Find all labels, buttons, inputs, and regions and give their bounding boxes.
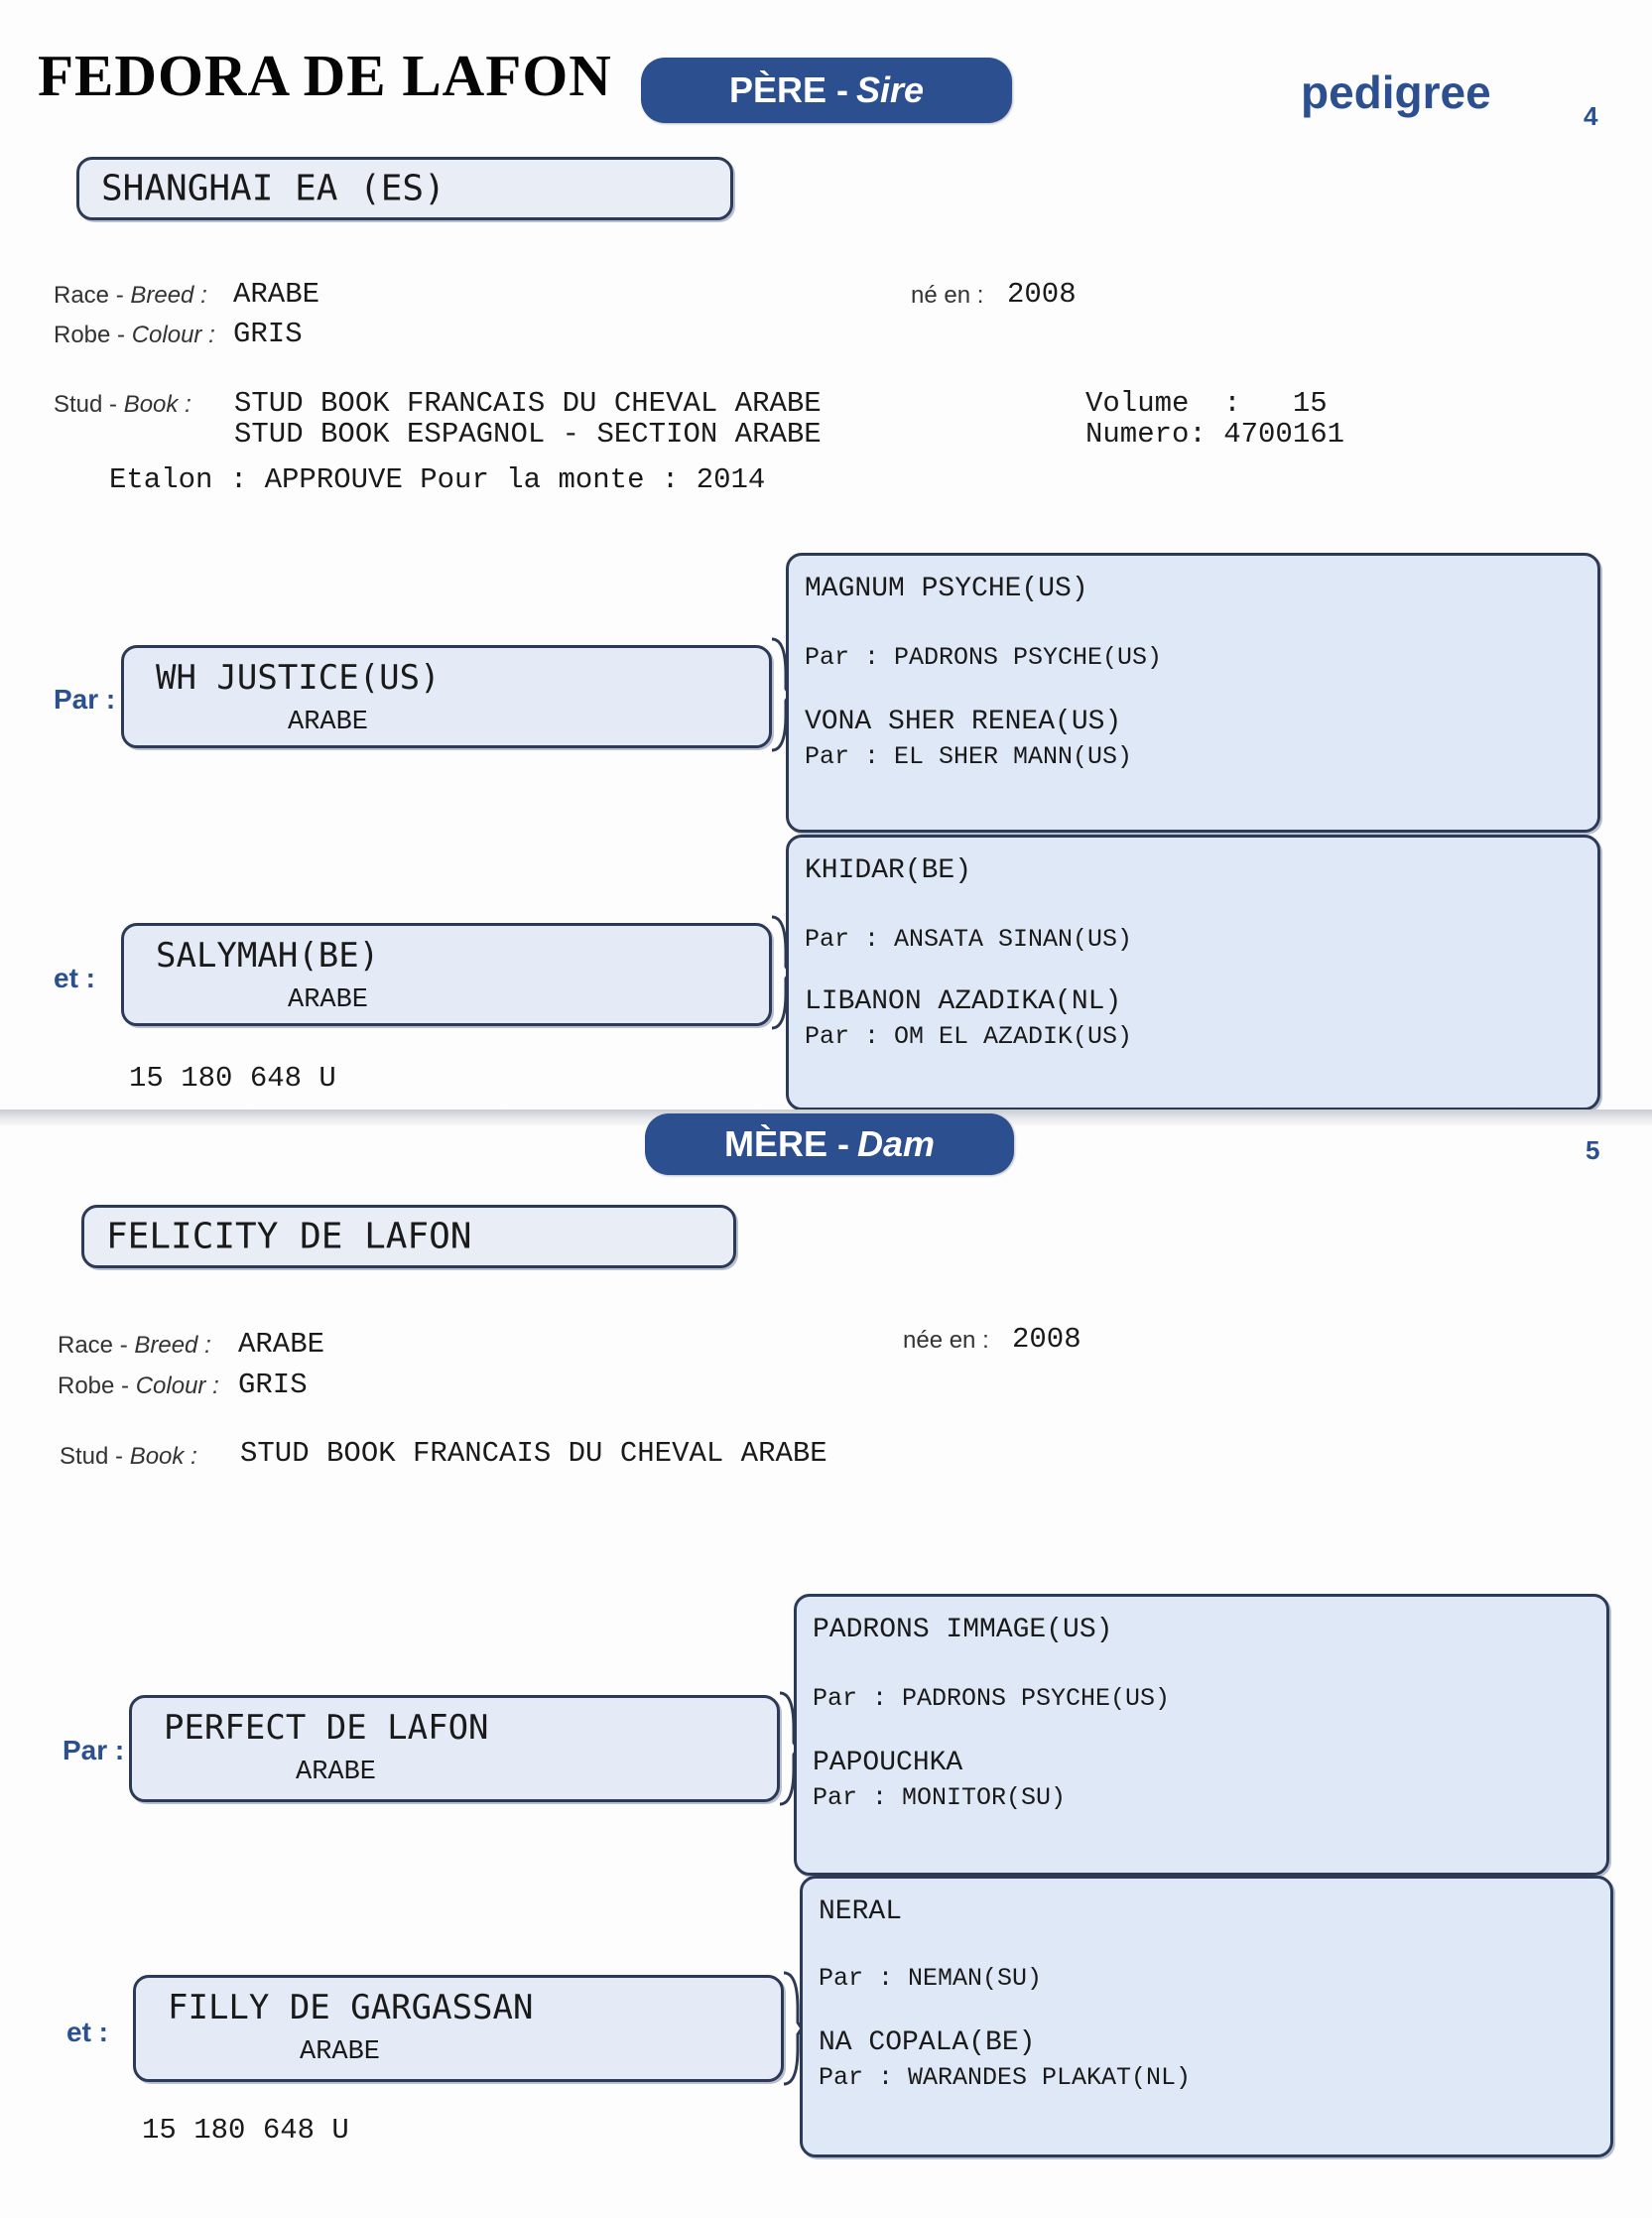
stud-label: Stud - Book : xyxy=(60,1443,197,1470)
born-label: née en : xyxy=(903,1327,989,1354)
dam-box xyxy=(133,1975,784,2082)
brand-label: pedigree xyxy=(1301,66,1491,118)
race-label: Race - Breed : xyxy=(58,1332,211,1359)
born-value: 2008 xyxy=(1012,1323,1081,1356)
et-label: et : xyxy=(54,963,95,993)
numero-line: Numero: 4700161 xyxy=(1085,418,1345,451)
race-label: Race - Breed : xyxy=(54,282,207,309)
dam-name: FILLY DE GARGASSAN xyxy=(168,1988,534,2027)
page-title: FEDORA DE LAFON xyxy=(38,43,612,108)
sire-parents-box xyxy=(786,553,1600,833)
sire-name: WH JUSTICE(US) xyxy=(156,658,441,698)
dam-badge xyxy=(645,1113,1014,1175)
sire-breed: ARABE xyxy=(296,1758,377,1787)
dam-breed: ARABE xyxy=(288,985,369,1015)
dam-breed: ARABE xyxy=(300,2037,381,2067)
granddam-sire: Par : MONITOR(SU) xyxy=(813,1783,1067,1812)
sire-name: PERFECT DE LAFON xyxy=(164,1708,489,1748)
volume-line: Volume : 15 xyxy=(1085,387,1328,420)
born-label: né en : xyxy=(911,282,984,309)
granddam-sire: Par : OM EL AZADIK(US) xyxy=(805,1022,1133,1051)
dam-parents-box xyxy=(786,835,1600,1110)
sire-badge-main: PÈRE - xyxy=(728,69,848,110)
race-value: ARABE xyxy=(238,1328,325,1361)
dam-parents-box xyxy=(800,1876,1613,2157)
registration-code: 15 180 648 U xyxy=(129,1062,336,1095)
grandsire-name: NERAL xyxy=(819,1896,903,1927)
page-number: 4 xyxy=(1584,101,1598,131)
page-number: 5 xyxy=(1586,1135,1600,1165)
dam-name: SALYMAH(BE) xyxy=(156,936,380,976)
granddam-name: VONA SHER RENEA(US) xyxy=(805,707,1122,737)
registration-code: 15 180 648 U xyxy=(142,2114,349,2147)
race-value: ARABE xyxy=(233,278,320,311)
sire-parents-box xyxy=(794,1594,1609,1876)
sire-badge-sub: Sire xyxy=(855,69,925,110)
dam-badge-sub: Dam xyxy=(856,1123,936,1164)
robe-label: Robe - Colour : xyxy=(54,322,215,348)
robe-value: GRIS xyxy=(238,1369,308,1401)
par-label: Par : xyxy=(54,684,116,715)
grandsire-sire: Par : NEMAN(SU) xyxy=(819,1964,1043,1993)
sire-box xyxy=(129,1695,780,1802)
grandsire-sire: Par : PADRONS PSYCHE(US) xyxy=(813,1684,1171,1713)
robe-value: GRIS xyxy=(233,318,303,350)
granddam-name: LIBANON AZADIKA(NL) xyxy=(805,986,1122,1017)
grandsire-sire: Par : ANSATA SINAN(US) xyxy=(805,925,1133,954)
grandsire-sire: Par : PADRONS PSYCHE(US) xyxy=(805,643,1163,672)
stud-book-1: STUD BOOK FRANCAIS DU CHEVAL ARABE xyxy=(240,1437,827,1470)
dam-badge-main: MÈRE - xyxy=(723,1123,849,1164)
granddam-name: PAPOUCHKA xyxy=(813,1748,963,1778)
stud-book-2: STUD BOOK ESPAGNOL - SECTION ARABE xyxy=(234,418,822,451)
granddam-name: NA COPALA(BE) xyxy=(819,2027,1036,2058)
sire-box xyxy=(121,645,772,748)
grandsire-name: PADRONS IMMAGE(US) xyxy=(813,1615,1113,1645)
horse-name-box xyxy=(81,1205,736,1268)
granddam-sire: Par : EL SHER MANN(US) xyxy=(805,742,1133,771)
horse-name: FELICITY DE LAFON xyxy=(106,1216,472,1257)
robe-label: Robe - Colour : xyxy=(58,1372,219,1399)
grandsire-name: KHIDAR(BE) xyxy=(805,855,972,886)
par-label: Par : xyxy=(63,1735,125,1765)
sire-badge xyxy=(641,58,1012,123)
et-label: et : xyxy=(66,2017,108,2047)
stud-book-1: STUD BOOK FRANCAIS DU CHEVAL ARABE xyxy=(234,387,822,420)
sire-breed: ARABE xyxy=(288,708,369,737)
granddam-sire: Par : WARANDES PLAKAT(NL) xyxy=(819,2063,1192,2092)
stud-label: Stud - Book : xyxy=(54,391,191,418)
born-value: 2008 xyxy=(1007,278,1077,311)
horse-name: SHANGHAI EA (ES) xyxy=(101,168,445,209)
dam-box xyxy=(121,923,772,1026)
grandsire-name: MAGNUM PSYCHE(US) xyxy=(805,574,1088,604)
etalon-line: Etalon : APPROUVE Pour la monte : 2014 xyxy=(109,463,766,496)
horse-name-box xyxy=(76,157,733,220)
